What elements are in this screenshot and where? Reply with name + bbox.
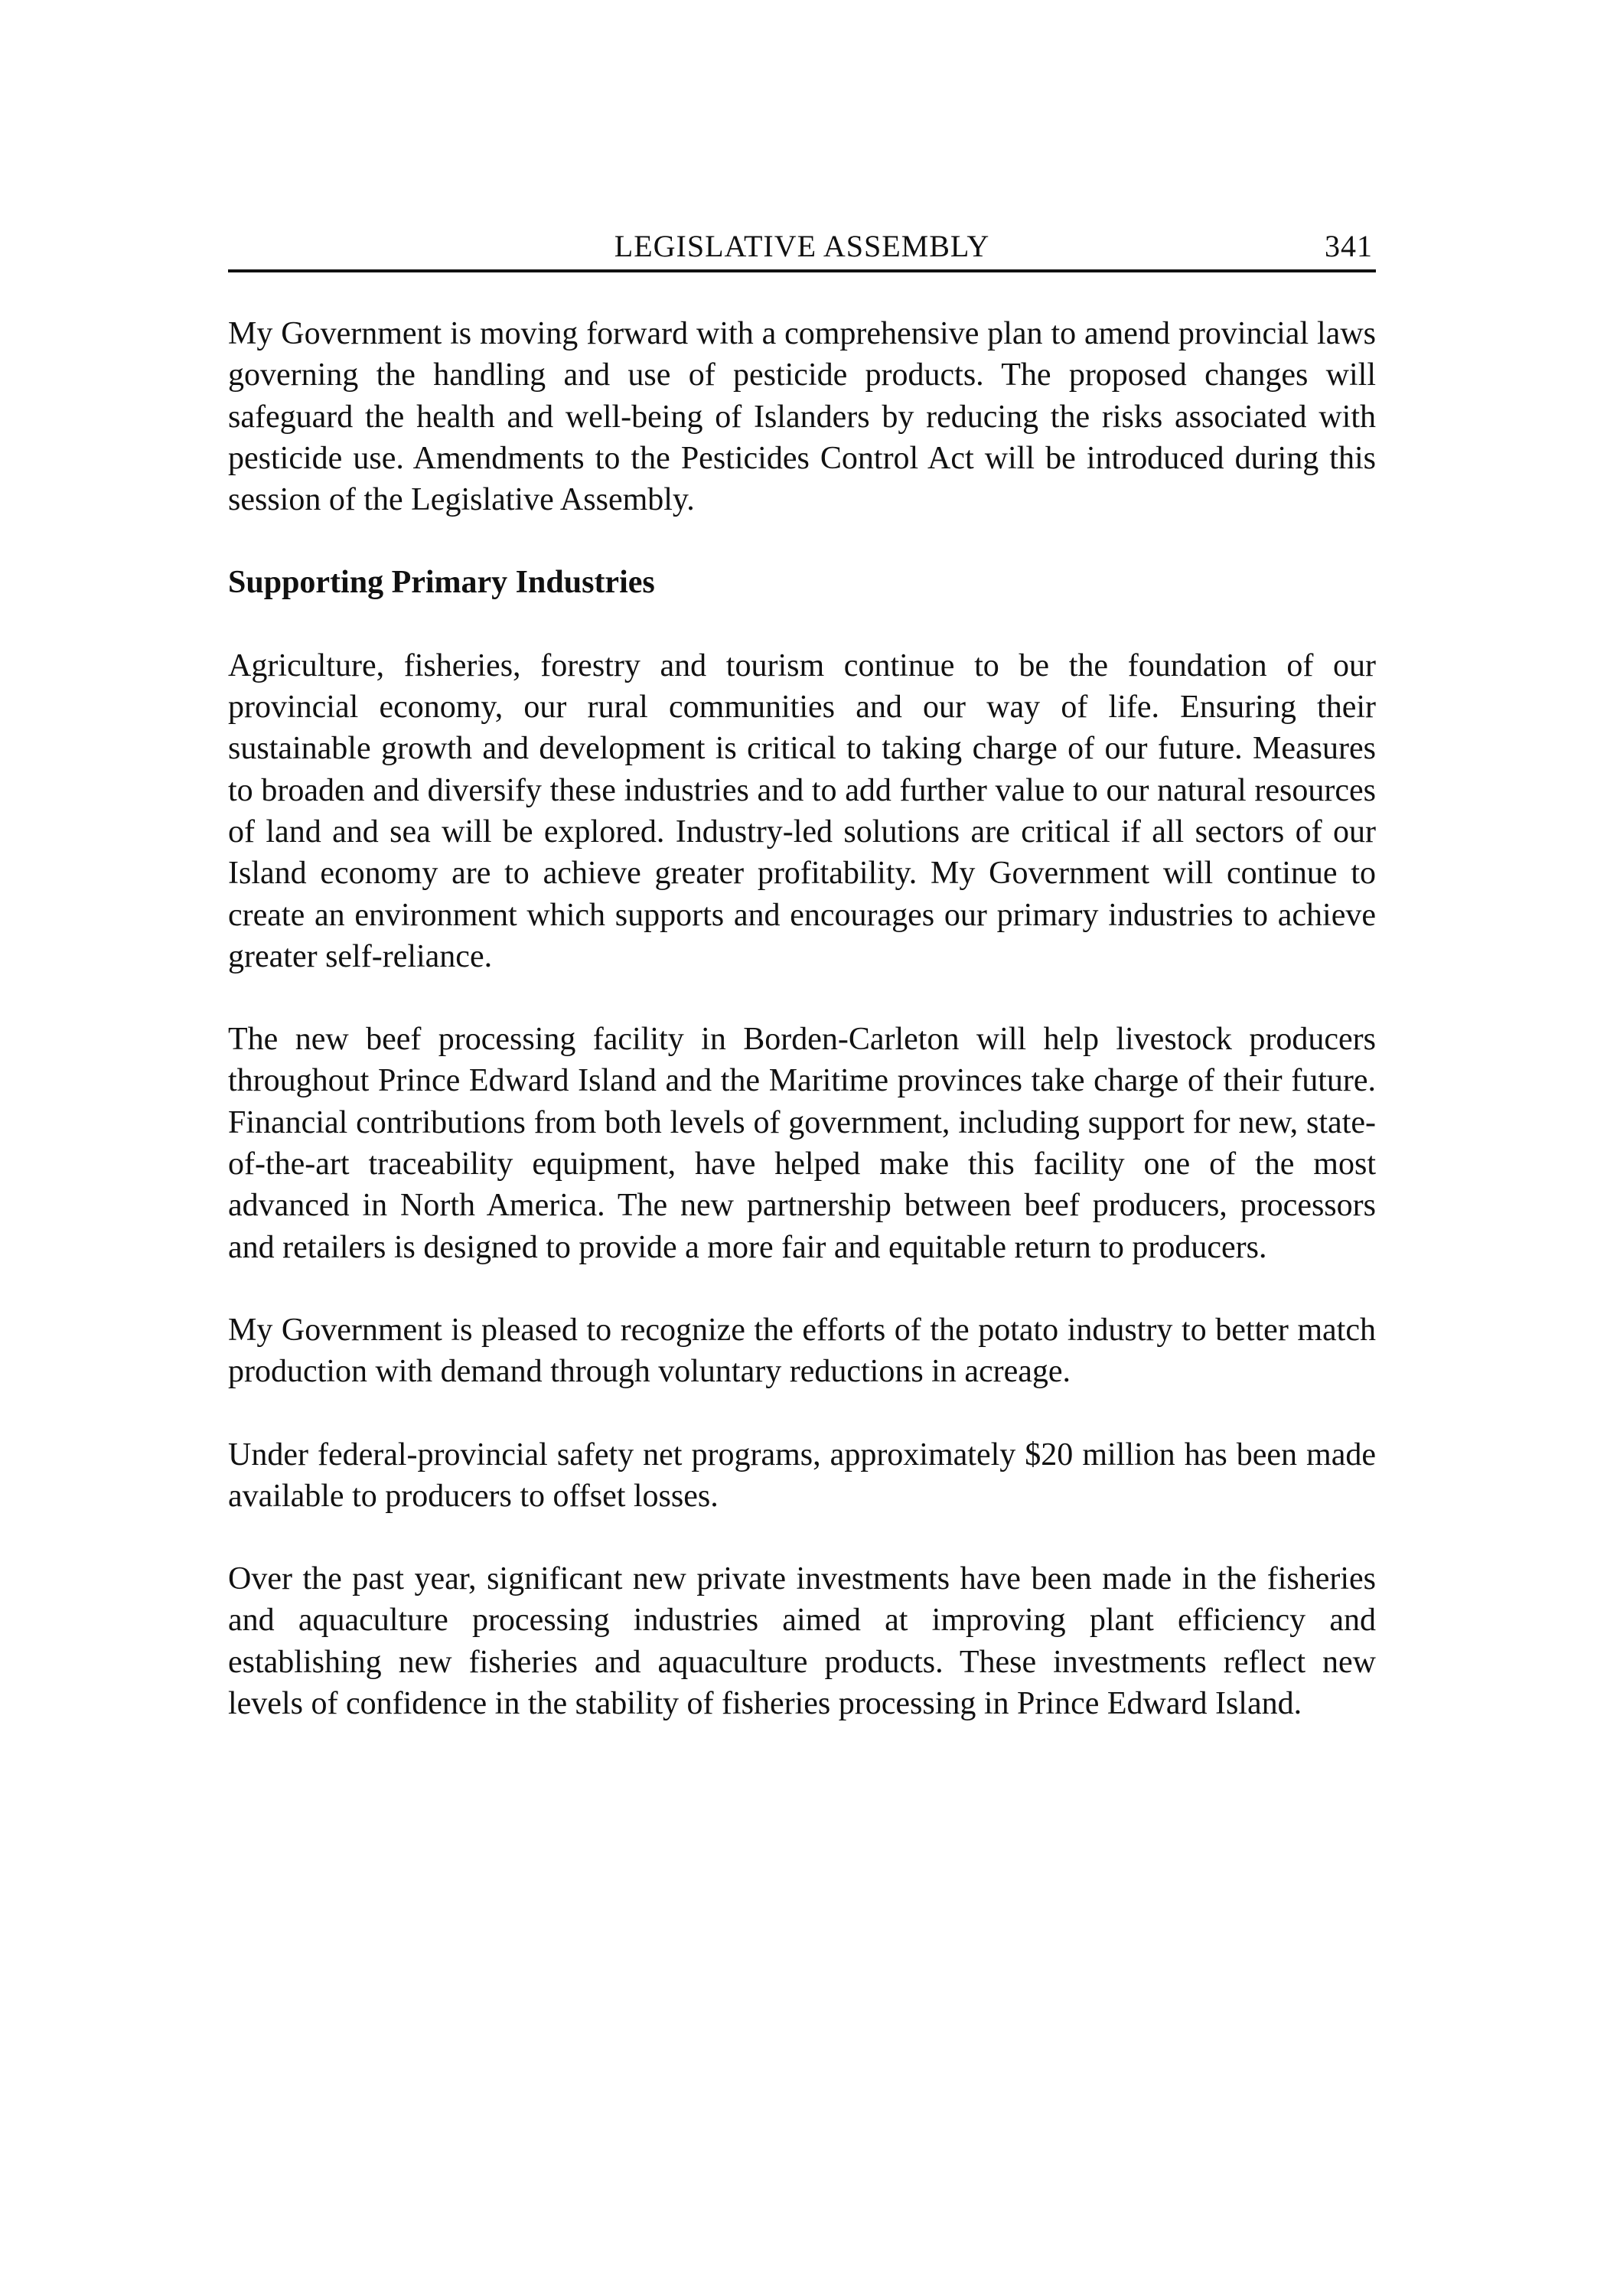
paragraph-beef-processing: The new beef processing facility in Borden-Carleton will help livestock producers throughout Prince Edward Island and the Maritime provinces take charge of their future. Financial contributions from both levels of government, including support for new, state-of-the-art traceability equipment, have helped make this facility one of the most advanced in North America. The new partnership between beef producers, processors and retailers is designed to provide a more fair and equitable return to producers. — [228, 1022, 1376, 1265]
paragraph-fisheries: Over the past year, significant new private investments have been made in the fisheries and aquaculture processing industries aimed at improving plant efficiency and establishing new fisheries and aquaculture products. These investments reflect new levels of confidence in the stability of fisheries processing in Prince Edward Island. — [228, 1561, 1376, 1722]
paragraph-safety-net: Under federal-provincial safety net programs, approximately $20 million has been made available to producers to offset losses. — [228, 1437, 1376, 1514]
header-title: LEGISLATIVE ASSEMBLY — [614, 229, 990, 263]
body-text — [228, 313, 1376, 1724]
running-header — [228, 223, 1376, 272]
section-heading: Supporting Primary Industries — [228, 565, 655, 601]
paragraph-pesticides: My Government is moving forward with a comprehensive plan to amend provincial laws governing the handling and use of pesticide products. The proposed changes will safeguard the health and well-being of Islanders by reducing the risks associated with pesticide use. Amendments to the Pesticides Control Act will be introduced during this session of the Legislative Assembly. — [228, 316, 1376, 518]
page-number: 341 — [1325, 229, 1373, 263]
paragraph-potato-industry: My Government is pleased to recognize the efforts of the potato industry to better match production with demand through voluntary reductions in acreage. — [228, 1312, 1376, 1390]
paragraph-primary-industries: Agriculture, fisheries, forestry and tourism continue to be the foundation of our provincial economy, our rural communities and our way of life. Ensuring their sustainable growth and development is critical to taking charge of our future. Measures to broaden and diversify these industries and to add further value to our natural resources of land and sea will be explored. Industry-led solutions are critical if all sectors of our Island economy are to achieve greater profitability. My Government will continue to create an environment which supports and encourages our primary industries to achieve greater self-reliance. — [228, 647, 1376, 974]
